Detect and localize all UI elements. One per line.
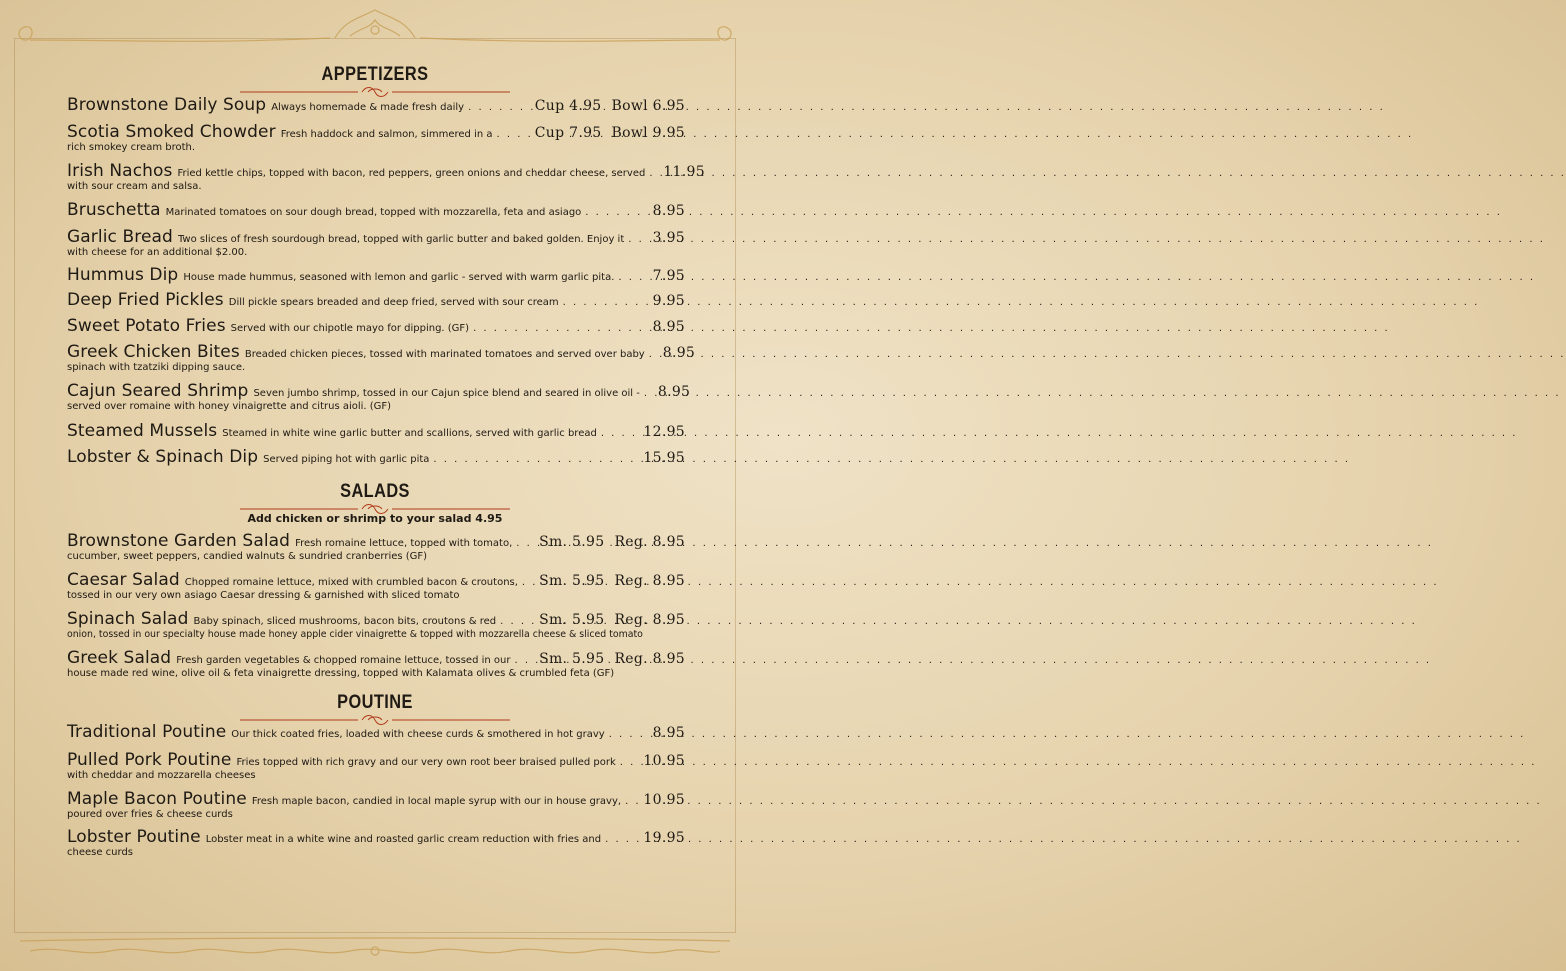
item-description: Fresh maple bacon, candied in local maple syrup with our in house gravy,: [251, 796, 622, 807]
item-description: Dill pickle spears breaded and deep fried, served with sour cream: [228, 297, 559, 308]
item-price: 3.95: [652, 230, 685, 246]
item-price: 15.95: [643, 450, 685, 466]
border-ornament-icon: [0, 911, 750, 971]
item-price: [535, 98, 685, 114]
leader-dots: [500, 616, 535, 627]
item-description: Our thick coated fries, loaded with cheese curds & smothered in hot gravy: [231, 729, 605, 740]
salad-add-on-note: Add chicken or shrimp to your salad 4.95: [247, 512, 503, 525]
item-description: Served with our chipotle mayo for dipping. (GF): [230, 323, 470, 334]
item-description-continued: poured over fries & cheese curds: [67, 809, 233, 820]
menu-item: [67, 789, 685, 821]
item-name: Caesar Salad: [67, 570, 180, 590]
menu-item: [67, 316, 685, 339]
item-price: 10.95: [643, 792, 685, 808]
item-price: 8.95: [652, 203, 685, 219]
item-name: Sweet Potato Fries: [67, 316, 226, 336]
leader-dots: [620, 757, 640, 768]
menu-item: [67, 609, 685, 641]
menu-item: [67, 342, 696, 374]
item-description: Breaded chicken pieces, tossed with marinated tomatoes and served over baby: [244, 349, 645, 360]
item-price: [539, 651, 685, 667]
leader-dots: [473, 323, 649, 334]
item-description: Seven jumbo shrimp, tossed in our Cajun spice blend and seared in olive oil -: [253, 388, 640, 399]
menu-item: [67, 531, 685, 563]
item-name: Deep Fried Pickles: [67, 290, 224, 310]
item-name: Cajun Seared Shrimp: [67, 381, 249, 401]
item-name: Steamed Mussels: [67, 421, 218, 441]
price-bowl: Bowl 6.95: [611, 98, 685, 114]
item-name: Traditional Poutine: [67, 722, 227, 742]
item-description: Chopped romaine lettuce, mixed with crumbled bacon & croutons,: [184, 577, 518, 588]
item-description-continued: cucumber, sweet peppers, candied walnuts & sundried cranberries (GF): [67, 551, 428, 562]
item-description-continued: with cheese for an additional $2.00.: [67, 247, 248, 258]
menu-item: [67, 750, 685, 782]
item-name: Spinach Salad: [67, 609, 189, 629]
item-description: Fresh garden vegetables & chopped romaine lettuce, tossed in our: [176, 655, 511, 666]
price-regular: Reg. 8.95: [614, 612, 685, 628]
item-name: Greek Salad: [67, 648, 172, 668]
item-description: Always homemade & made fresh daily: [271, 102, 465, 113]
item-description: Fresh haddock and salmon, simmered in a: [280, 129, 493, 140]
price-regular: Reg. 8.95: [614, 534, 685, 550]
price-cup: Cup 4.95: [534, 98, 602, 114]
item-name: Bruschetta: [67, 200, 161, 220]
price-bowl: Bowl 9.95: [611, 125, 685, 141]
item-price: 11.95: [663, 164, 705, 180]
item-name: Garlic Bread: [67, 227, 173, 247]
leader-dots: [644, 388, 654, 399]
leader-dots: [585, 207, 648, 218]
item-description: Fresh romaine lettuce, topped with tomato,: [295, 538, 513, 549]
item-description: Served piping hot with garlic pita: [263, 454, 430, 465]
price-regular: Reg. 8.95: [614, 573, 685, 589]
leader-dots: [609, 729, 649, 740]
item-price: [539, 534, 685, 550]
leader-dots: [601, 428, 640, 439]
item-name: Greek Chicken Bites: [67, 342, 240, 362]
leader-dots: [514, 655, 535, 666]
price-small: Sm. 5.95: [539, 612, 605, 628]
leader-dots: [516, 538, 535, 549]
menu-item: [67, 722, 685, 745]
item-description: House made hummus, seasoned with lemon and garlic - served with warm garlic pita.: [183, 272, 615, 283]
price-cup: Cup 7.95: [534, 125, 602, 141]
section-title-poutine: POUTINE: [337, 692, 413, 713]
flourish-icon: [0, 0, 750, 60]
menu-item: [67, 161, 705, 193]
item-price: [535, 125, 685, 141]
item-description: Two slices of fresh sourdough bread, topped with garlic butter and baked golden. Enjoy it: [177, 234, 625, 245]
item-description-continued: house made red wine, olive oil & feta vinaigrette dressing, topped with Kalamata olives & crumbled feta (GF): [67, 668, 615, 679]
item-price: 12.95: [643, 424, 685, 440]
menu-item: [67, 200, 685, 223]
item-description-continued: cheese curds: [67, 847, 134, 858]
price-small: Sm. 5.95: [539, 573, 605, 589]
item-name: Irish Nachos: [67, 161, 173, 181]
item-name: Maple Bacon Poutine: [67, 789, 247, 809]
leader-dots: [522, 577, 535, 588]
item-price: 8.95: [657, 384, 691, 400]
item-description: Fries topped with rich gravy and our very own root beer braised pulled pork: [236, 757, 616, 768]
item-price: 19.95: [643, 830, 685, 846]
leader-dots: [497, 129, 531, 140]
item-description-continued: served over romaine with honey vinaigrette and citrus aioli. (GF): [67, 401, 392, 412]
item-name: Brownstone Garden Salad: [67, 531, 291, 551]
section-title-appetizers: APPETIZERS: [321, 64, 429, 85]
item-description-continued: onion, tossed in our specialty house made honey apple cider vinaigrette & topped with mozzarella cheese & sliced tomato: [67, 629, 643, 640]
item-description: Fried kettle chips, topped with bacon, red peppers, green onions and cheddar cheese, served: [177, 168, 646, 179]
item-price: 8.95: [652, 319, 685, 335]
item-price: 9.95: [652, 293, 685, 309]
leader-dots: [563, 297, 649, 308]
item-name: Hummus Dip: [67, 265, 179, 285]
menu-item: [67, 421, 685, 444]
leader-dots: [618, 272, 648, 283]
menu-item: [67, 122, 685, 154]
item-description-continued: with cheddar and mozzarella cheeses: [67, 770, 256, 781]
item-name: Lobster & Spinach Dip: [67, 447, 259, 467]
item-name: Brownstone Daily Soup: [67, 95, 267, 115]
item-price: [539, 612, 685, 628]
item-description: Lobster meat in a white wine and roasted garlic cream reduction with fries and: [205, 834, 602, 845]
menu-item: [67, 227, 685, 259]
menu-item: [67, 95, 685, 118]
item-name: Pulled Pork Poutine: [67, 750, 232, 770]
leader-dots: [649, 349, 659, 360]
menu-item: [67, 570, 685, 602]
menu-item: [67, 381, 691, 413]
item-price: 10.95: [643, 753, 685, 769]
leader-dots: [649, 168, 659, 179]
section-title-salads: SALADS: [340, 481, 410, 502]
item-description: Steamed in white wine garlic butter and scallions, served with garlic bread: [222, 428, 597, 439]
item-price: 8.95: [662, 345, 696, 361]
item-description: Baby spinach, sliced mushrooms, bacon bits, croutons & red: [193, 616, 497, 627]
item-name: Scotia Smoked Chowder: [67, 122, 276, 142]
leader-dots: [625, 796, 639, 807]
leader-dots: [628, 234, 648, 245]
item-description-continued: tossed in our very own asiago Caesar dressing & garnished with sliced tomato: [67, 590, 460, 601]
leader-dots: [468, 102, 531, 113]
price-regular: Reg. 8.95: [614, 651, 685, 667]
menu-item: [67, 648, 685, 680]
leader-dots: [605, 834, 639, 845]
item-price: 7.95: [652, 268, 685, 284]
item-price: 8.95: [652, 725, 685, 741]
leader-dots: [433, 454, 639, 465]
menu-item: [67, 265, 685, 288]
item-description-continued: with sour cream and salsa.: [67, 181, 202, 192]
item-description-continued: rich smokey cream broth.: [67, 142, 196, 153]
item-description: Marinated tomatoes on sour dough bread, topped with mozzarella, feta and asiago: [165, 207, 582, 218]
item-description-continued: spinach with tzatziki dipping sauce.: [67, 362, 246, 373]
price-small: Sm. 5.95: [539, 651, 605, 667]
item-price: [539, 573, 685, 589]
menu-item: [67, 290, 685, 313]
menu-item: [67, 447, 685, 470]
item-name: Lobster Poutine: [67, 827, 201, 847]
price-small: Sm. 5.95: [539, 534, 605, 550]
menu-item: [67, 827, 685, 859]
